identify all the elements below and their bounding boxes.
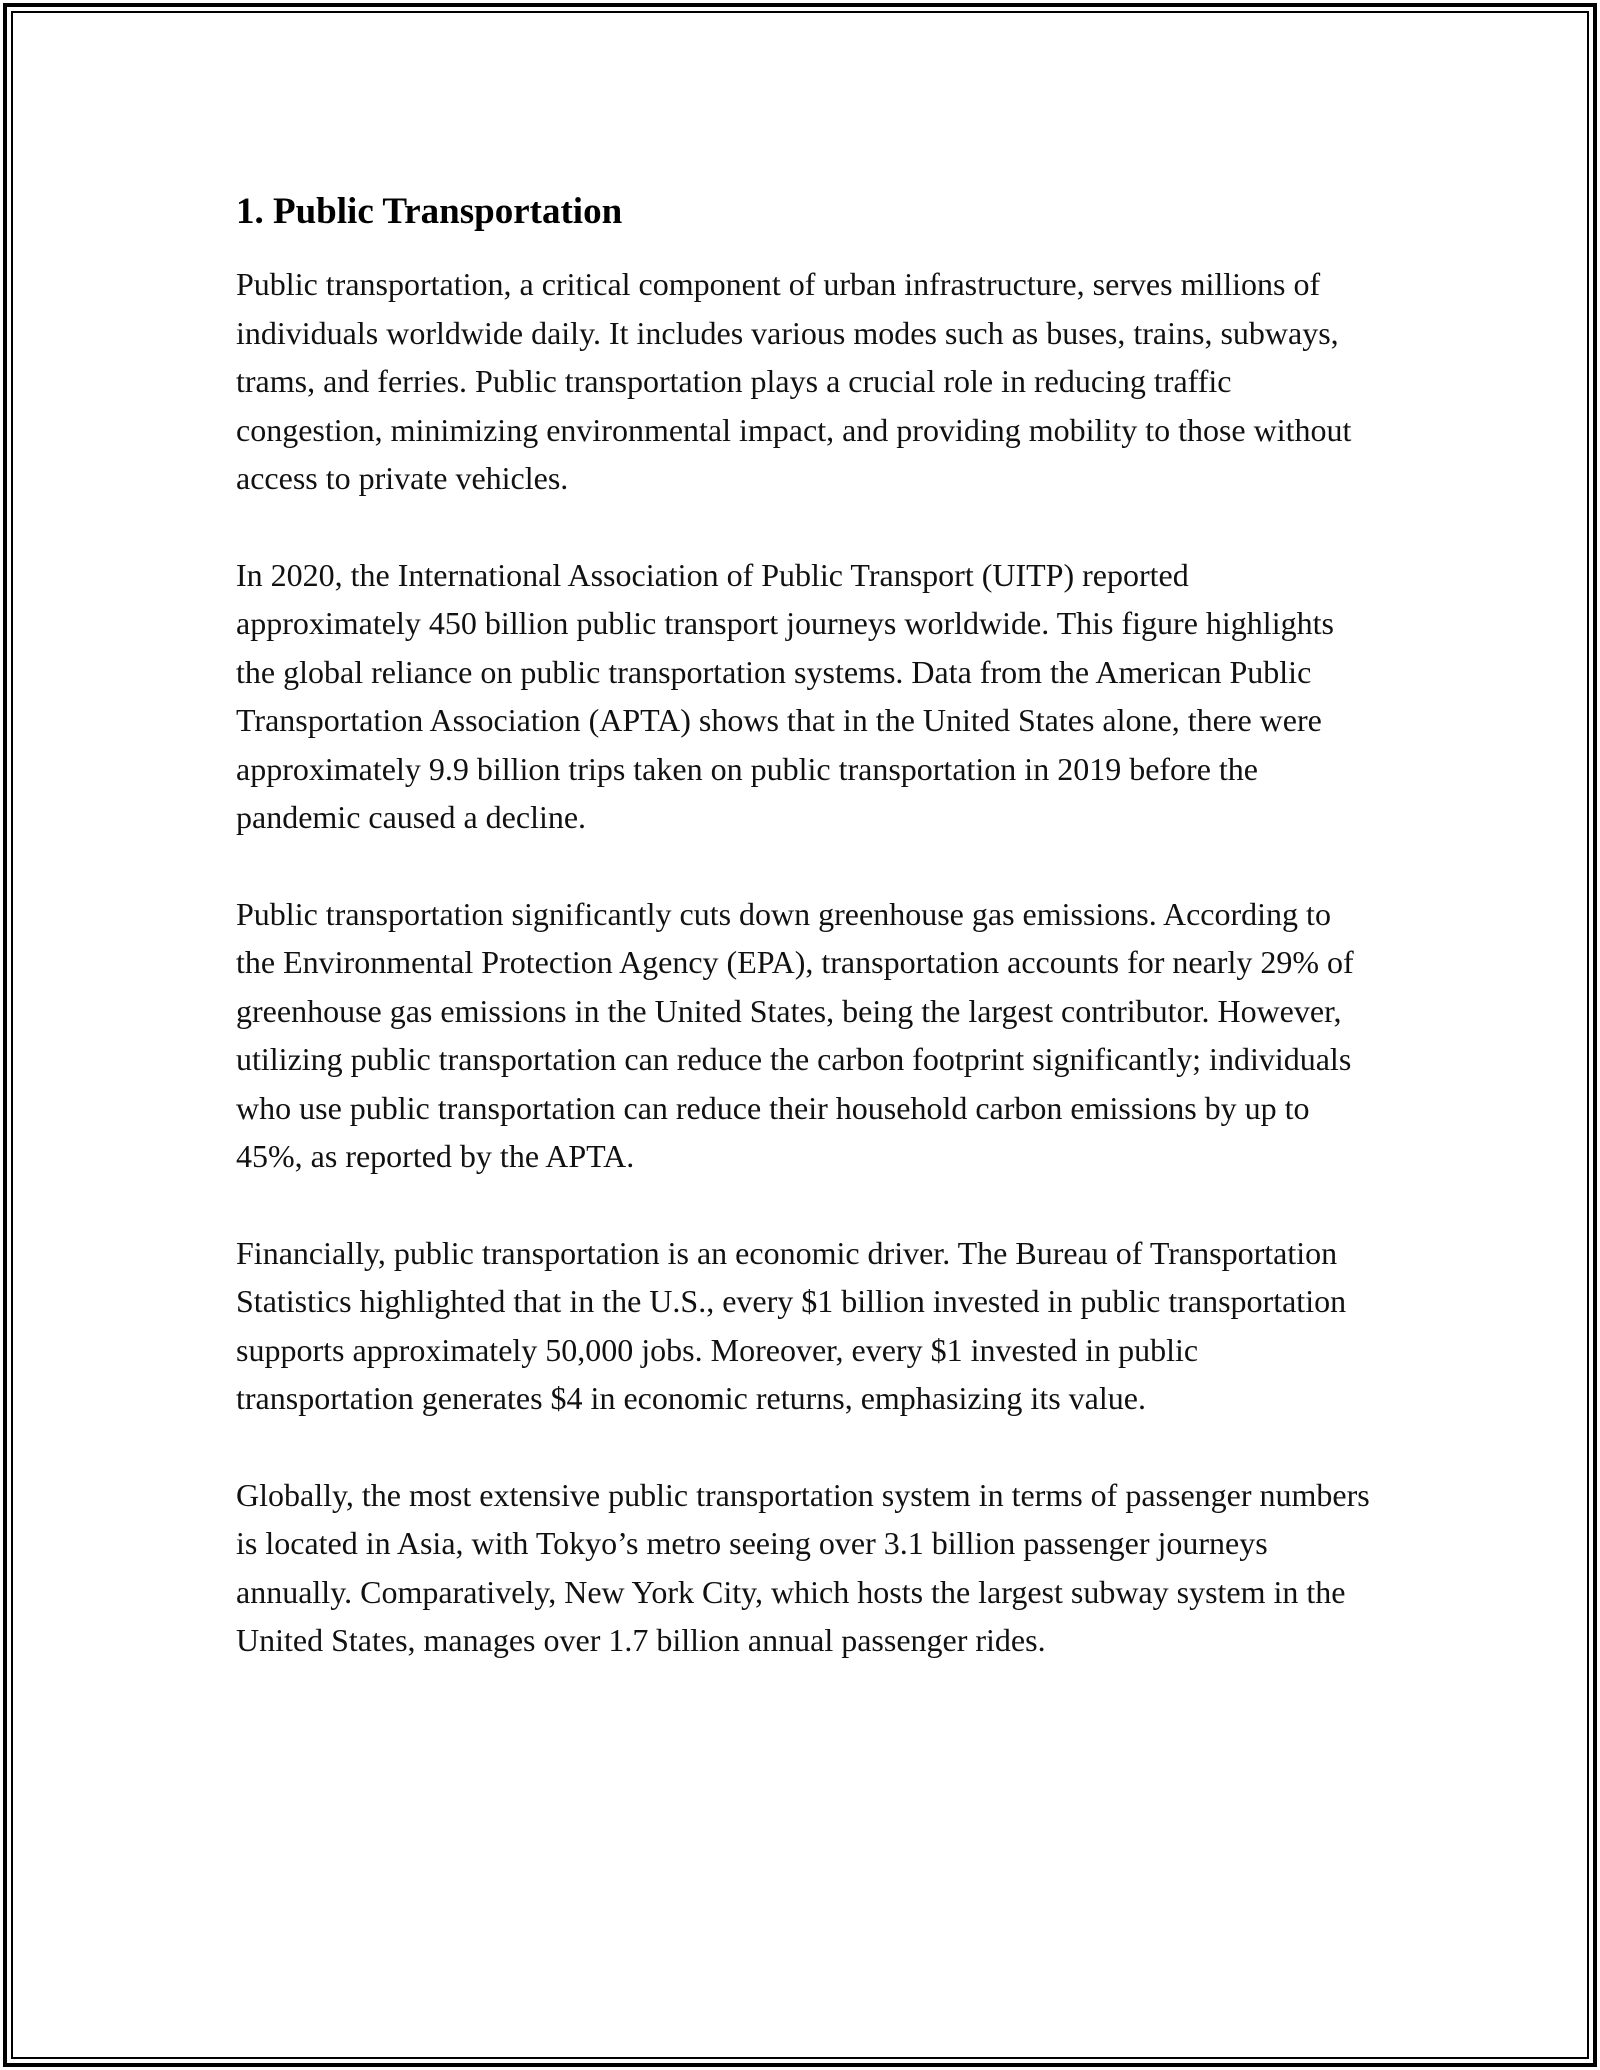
- paragraph-overview: Public transportation, a critical component of urban infrastructure, serves millions of individuals worldwide daily. It includes various modes such as buses, trains, subways, trams, and ferries. Public transportation plays a crucial role in reducing traffic congestion, minimizing environmental impact, and providing mobility to those without access to private vehicles.: [236, 266, 1352, 496]
- section-heading: 1. Public Transportation: [236, 191, 623, 232]
- paragraph-global: Globally, the most extensive public transportation system in terms of passenger numbers is located in Asia, with Tokyo’s metro seeing over 3.1 billion passenger journeys annually. Comparatively, New York City, which hosts the largest subway system in the United States, manages over 1.7 billion annual passenger rides.: [236, 1476, 1370, 1658]
- paragraph-ridership: In 2020, the International Association of Public Transport (UITP) reported approximately 450 billion public transport journeys worldwide. This figure highlights the global reliance on public transportation systems. Data from the American Public Transportation Association (APTA) shows that in the United States alone, there were approximately 9.9 billion trips taken on public transportation in 2019 before the pandemic caused a decline.: [236, 556, 1334, 835]
- paragraph-economics: Financially, public transportation is an economic driver. The Bureau of Transportation Statistics highlighted that in the U.S., every $1 billion invested in public transportation supports approximately 50,000 jobs. Moreover, every $1 invested in public transportation generates $4 in economic returns, emphasizing its value.: [236, 1234, 1347, 1416]
- document-body: [236, 186, 1376, 1713]
- paragraph-emissions: Public transportation significantly cuts down greenhouse gas emissions. According to the Environmental Protection Agency (EPA), transportation accounts for nearly 29% of greenhouse gas emissions in the United States, being the largest contributor. However, utilizing public transportation can reduce the carbon footprint significantly; individuals who use public transportation can reduce their household carbon emissions by up to 45%, as reported by the APTA.: [236, 895, 1354, 1174]
